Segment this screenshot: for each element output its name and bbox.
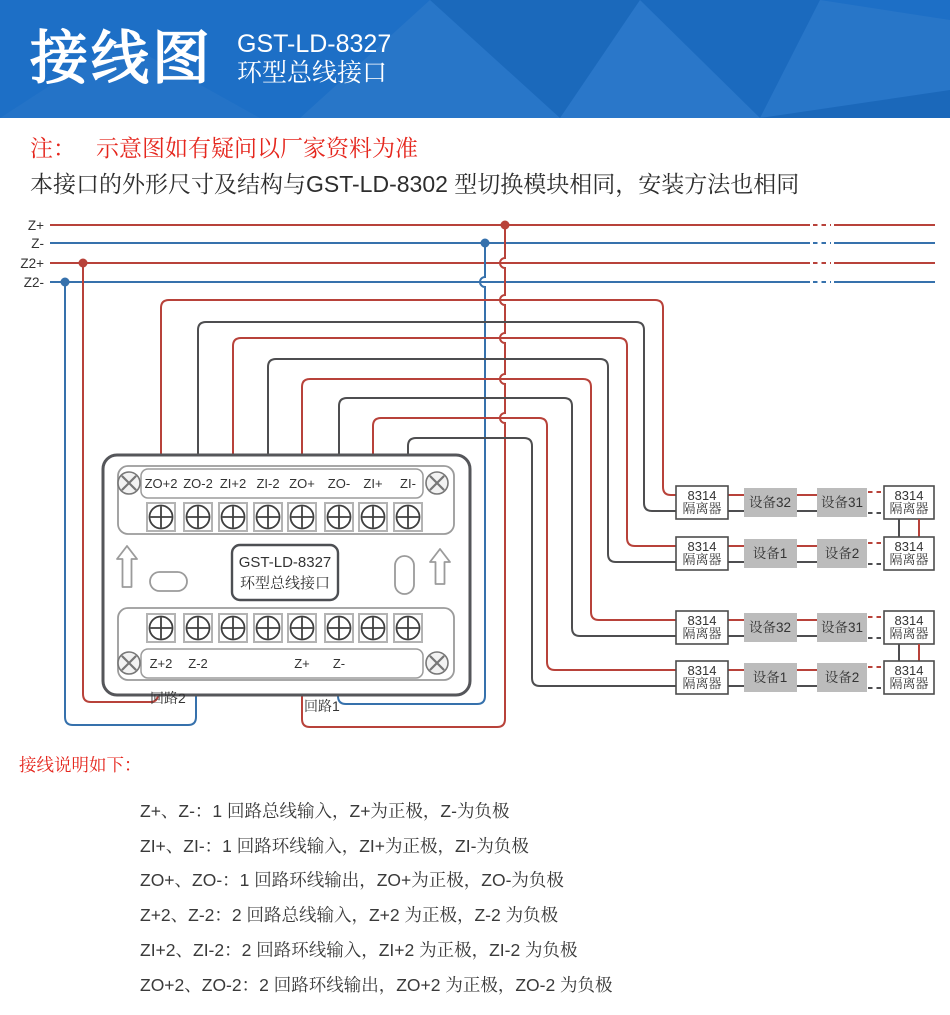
note-line-2: 本接口的外形尺寸及结构与GST-LD-8302 型切换模块相同，安装方法也相同 bbox=[30, 171, 800, 197]
corner-screw-icon bbox=[426, 652, 448, 674]
device-label: 设备1 bbox=[752, 546, 788, 561]
terminal-label: ZO- bbox=[327, 476, 351, 491]
isolator-line1: 8314 bbox=[894, 488, 924, 503]
terminal-screw-icon bbox=[288, 503, 316, 531]
device-label: 设备32 bbox=[748, 495, 792, 510]
terminal-label: Z+2 bbox=[149, 656, 173, 671]
isolator-line1: 8314 bbox=[687, 663, 717, 678]
legend-line: Z+、Z-：1 回路总线输入，Z+为正极，Z-为负极 bbox=[140, 801, 510, 821]
terminal-label: ZI- bbox=[400, 476, 416, 491]
device-row-3 bbox=[676, 611, 934, 644]
module-name-line2: 环型总线接口 bbox=[239, 575, 331, 592]
isolator-line2: 隔离器 bbox=[682, 501, 722, 516]
legend-heading: 接线说明如下： bbox=[19, 755, 142, 775]
loop2-caption: 回路2 bbox=[150, 690, 186, 706]
terminal-screw-icon bbox=[359, 503, 387, 531]
terminal-label: ZO-2 bbox=[183, 476, 213, 491]
terminal-screw-icon bbox=[184, 503, 212, 531]
interface-module bbox=[103, 455, 470, 695]
device-label: 设备32 bbox=[748, 620, 792, 635]
terminal-screw-icon bbox=[254, 503, 282, 531]
isolator-line1: 8314 bbox=[894, 663, 924, 678]
terminal-screw-icon bbox=[394, 614, 422, 642]
device-row-1 bbox=[676, 486, 934, 519]
device-label: 设备2 bbox=[824, 670, 860, 685]
legend-line: ZI+、ZI-：1 回路环线输入，ZI+为正极，ZI-为负极 bbox=[140, 835, 529, 856]
terminal-label: ZO+ bbox=[289, 476, 315, 491]
model-number: GST-LD-8327 bbox=[237, 30, 392, 58]
note-text: 示意图如有疑问以厂家资料为准 bbox=[96, 135, 418, 161]
isolator-line1: 8314 bbox=[687, 539, 717, 554]
device-label: 设备2 bbox=[824, 546, 860, 561]
bus-labels bbox=[20, 218, 44, 290]
bus-label-z2-plus: Z2+ bbox=[20, 256, 44, 271]
terminal-label: Z-2 bbox=[188, 656, 208, 671]
page-title: 接线图 bbox=[30, 26, 214, 91]
terminal-screw-icon bbox=[254, 614, 282, 642]
model-name: 环型总线接口 bbox=[237, 59, 388, 87]
device-row-2 bbox=[676, 537, 934, 570]
module-name-line1: GST-LD-8327 bbox=[238, 554, 332, 571]
terminal-screw-icon bbox=[219, 503, 247, 531]
isolator-line1: 8314 bbox=[687, 613, 717, 628]
isolator-line2: 隔离器 bbox=[682, 552, 722, 567]
corner-screw-icon bbox=[118, 652, 140, 674]
bus-label-z-minus: Z- bbox=[31, 236, 44, 251]
terminal-screw-icon bbox=[325, 503, 353, 531]
terminal-label: ZI+ bbox=[363, 476, 383, 491]
isolator-line2: 隔离器 bbox=[889, 501, 929, 516]
isolator-line2: 隔离器 bbox=[682, 676, 722, 691]
corner-screw-icon bbox=[118, 472, 140, 494]
terminal-screw-icon bbox=[325, 614, 353, 642]
module-bottom-label-strip bbox=[141, 649, 423, 678]
terminal-screw-icon bbox=[359, 614, 387, 642]
mounting-slot-horizontal bbox=[150, 572, 187, 591]
device-label: 设备31 bbox=[820, 620, 864, 635]
mounting-slot-vertical bbox=[395, 556, 414, 594]
terminal-screw-icon bbox=[184, 614, 212, 642]
corner-screw-icon bbox=[426, 472, 448, 494]
bus-label-z2-minus: Z2- bbox=[23, 275, 44, 290]
terminal-label: ZO+2 bbox=[144, 476, 178, 491]
legend-lines bbox=[140, 794, 929, 1002]
terminal-screw-icon bbox=[147, 503, 175, 531]
device-row-4 bbox=[676, 661, 934, 694]
terminal-screw-icon bbox=[147, 614, 175, 642]
device-label: 设备31 bbox=[820, 495, 864, 510]
legend-line: ZO+、ZO-：1 回路环线输出，ZO+为正极，ZO-为负极 bbox=[140, 870, 564, 891]
legend-line: ZI+2、ZI-2：2 回路环线输入，ZI+2 为正极，ZI-2 为负极 bbox=[140, 939, 578, 960]
loop1-caption: 回路1 bbox=[304, 698, 340, 714]
legend-line: ZO+2、ZO-2：2 回路环线输出，ZO+2 为正极，ZO-2 为负极 bbox=[140, 974, 613, 995]
terminal-screw-icon bbox=[219, 614, 247, 642]
device-label: 设备1 bbox=[752, 670, 788, 685]
isolator-line2: 隔离器 bbox=[889, 676, 929, 691]
isolator-line1: 8314 bbox=[894, 613, 924, 628]
terminal-label: Z- bbox=[332, 656, 346, 671]
isolator-line1: 8314 bbox=[894, 539, 924, 554]
isolator-line1: 8314 bbox=[687, 488, 717, 503]
legend-line: Z+2、Z-2：2 回路总线输入，Z+2 为正极，Z-2 为负极 bbox=[140, 905, 559, 926]
isolator-line2: 隔离器 bbox=[682, 626, 722, 641]
isolator-line2: 隔离器 bbox=[889, 626, 929, 641]
terminal-screw-icon bbox=[394, 503, 422, 531]
isolator-line2: 隔离器 bbox=[889, 552, 929, 567]
bus-label-z-plus: Z+ bbox=[27, 218, 44, 233]
terminal-label: Z+ bbox=[294, 656, 310, 671]
terminal-label: ZI+2 bbox=[219, 476, 247, 491]
bus-lines bbox=[50, 225, 935, 282]
terminal-label: ZI-2 bbox=[256, 476, 280, 491]
terminal-screw-icon bbox=[288, 614, 316, 642]
note-label: 注： bbox=[30, 135, 76, 161]
wiring-legend bbox=[19, 754, 929, 1002]
